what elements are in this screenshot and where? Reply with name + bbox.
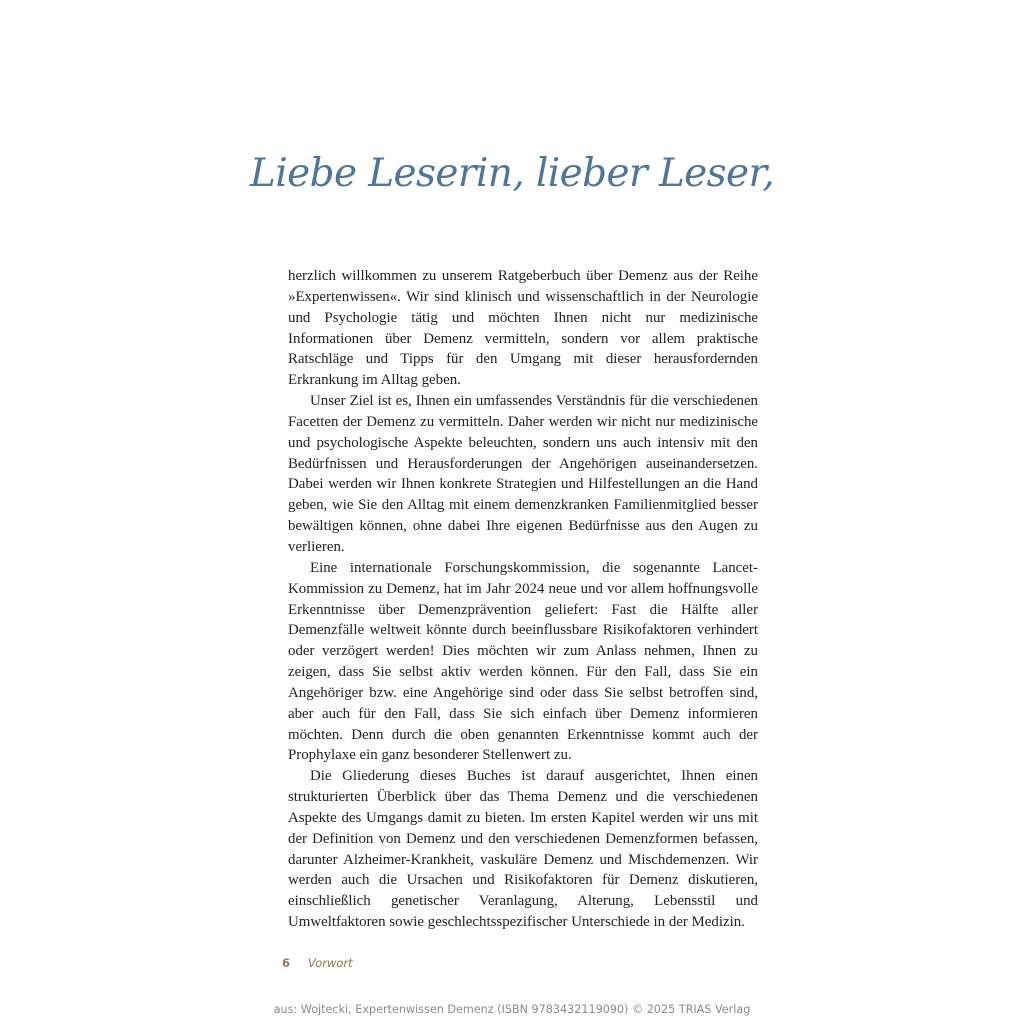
running-section-title: Vorwort bbox=[308, 956, 353, 970]
page-heading: Liebe Leserin, lieber Leser, bbox=[249, 151, 775, 196]
source-attribution: aus: Wojtecki, Expertenwissen Demenz (ISBN 9783432119090) © 2025 TRIAS Verlag bbox=[273, 1003, 751, 1016]
page-footer bbox=[282, 953, 353, 973]
paragraph-4: Die Gliederung dieses Buches ist darauf ausgerichtet, Ihnen einen strukturierten Überblick über das Thema Demenz und die verschiedenen Aspekte des Umgangs damit zu bieten. Im ersten Kapitel werden wir uns mit der Definition von Demenz und den verschiedenen Demenzformen befassen, darunter Alzheimer-Krankheit, vaskuläre Demenz und Mischdemenzen. Wir werden auch die Ursachen und Risikofaktoren für Demenz diskutieren, einschließlich genetischer Veranlagung, Alterung, Lebensstil und Umweltfaktoren sowie geschlechtsspezifischer Unterschiede in der Medizin. bbox=[288, 768, 758, 931]
page-number: 6 bbox=[282, 956, 291, 970]
paragraph-1: herzlich willkommen zu unserem Ratgeberbuch über Demenz aus der Reihe »Expertenwissen«. Wir sind klinisch und wissenschaftlich in der Neurologie und Psychologie tätig und möchten Ihnen nicht nur medizinische Informationen über Demenz vermitteln, sondern vor allem praktische Ratschläge und Tipps für den Umgang mit dieser herausfordernden Erkrankung im Alltag geben. bbox=[288, 268, 758, 389]
paragraph-2: Unser Ziel ist es, Ihnen ein umfassendes Verständnis für die verschiedenen Facetten der Demenz zu vermitteln. Daher werden wir nicht nur medizinische und psychologische Aspekte beleuchten, sondern uns auch intensiv mit den Bedürfnissen und Herausforderungen der Angehörigen auseinandersetzen. Dabei werden wir Ihnen konkrete Strategien und Hilfestellungen an die Hand geben, wie Sie den Alltag mit einem demenzkranken Familienmitglied besser bewältigen können, ohne dabei Ihre eigenen Bedürfnisse aus den Augen zu verlieren. bbox=[288, 393, 758, 555]
paragraph-3: Eine internationale Forschungskommission, die sogenannte Lancet-Kommission zu Demenz, hat im Jahr 2024 neue und vor allem hoffnungsvolle Erkenntnisse über Demenzprävention geliefert: Fast die Hälfte aller Demenzfälle weltweit könnte durch beeinflussbare Risikofaktoren verhindert oder verzögert werden! Dies möchten wir zum Anlass nehmen, Ihnen zu zeigen, dass Sie selbst aktiv werden können. Für den Fall, dass Sie ein Angehöriger bzw. eine Angehörige sind oder dass Sie selbst betroffen sind, aber auch für den Fall, dass Sie sich einfach über Demenz informieren möchten. Denn durch die oben genannten Erkenntnisse kommt auch der Prophylaxe ein ganz besonderer Stellenwert zu. bbox=[288, 559, 758, 764]
body-text bbox=[288, 266, 758, 933]
